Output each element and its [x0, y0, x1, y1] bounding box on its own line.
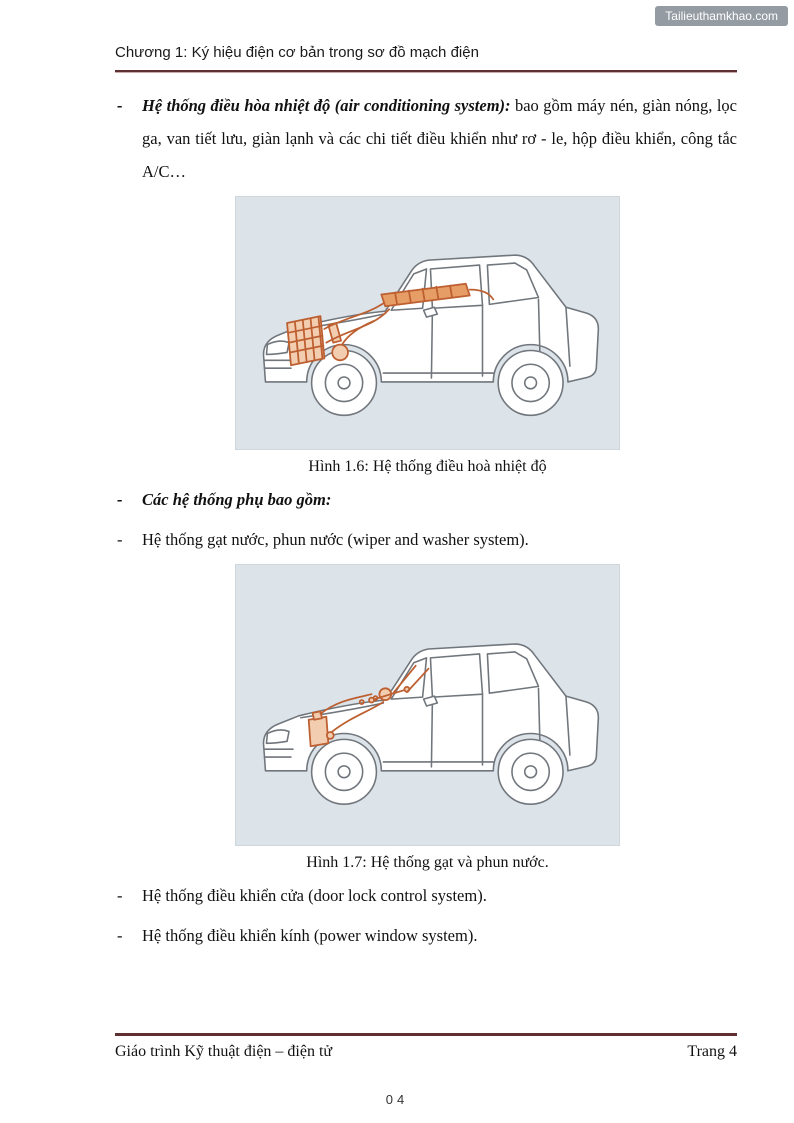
list-item-ac-system — [115, 89, 737, 188]
footer-book-title: Giáo trình Kỹ thuật điện – điện tử — [115, 1043, 333, 1060]
figure-ac-system — [235, 196, 620, 450]
list-item-door-lock — [115, 880, 737, 912]
watermark-link[interactable]: Tailieuthamkhao.com — [655, 6, 788, 26]
bullet-marker: - — [117, 530, 123, 549]
subsystems-heading-text: Các hệ thống phụ bao gồm: — [142, 490, 332, 509]
page-content — [115, 44, 737, 952]
footer-page-label: Trang 4 — [687, 1043, 737, 1060]
list-item-wiper — [115, 524, 737, 556]
list-item-power-window — [115, 920, 737, 952]
bullet-marker: - — [117, 886, 123, 905]
wiper-item-text: Hệ thống gạt nước, phun nước (wiper and washer system). — [142, 530, 529, 549]
window-item-text: Hệ thống điều khiển kính (power window system). — [142, 926, 478, 945]
chapter-header: Chương 1: Ký hiệu điện cơ bản trong sơ đồ mạch điện — [115, 44, 479, 61]
door-item-text: Hệ thống điều khiển cửa (door lock control system). — [142, 886, 487, 905]
list-item-subsystems — [115, 484, 737, 516]
car-illustration-wiper — [236, 565, 619, 845]
ac-system-text: bao gồm máy nén, giàn nóng, lọc ga, van tiết lưu, giàn lạnh và các chi tiết điều khiển như rơ - le, hộp điều khiển, công tắc A/C… — [142, 96, 737, 181]
figure-wiper-system — [235, 564, 620, 846]
header-rule — [115, 70, 737, 73]
page-footer — [115, 1033, 737, 1061]
bullet-marker: - — [117, 490, 123, 509]
figure1-caption: Hình 1.6: Hệ thống điều hoà nhiệt độ — [308, 458, 547, 475]
figure2-caption: Hình 1.7: Hệ thống gạt và phun nước. — [306, 854, 549, 871]
bullet-marker: - — [117, 926, 123, 945]
car-illustration-ac — [236, 197, 619, 449]
ac-system-lead: Hệ thống điều hòa nhiệt độ (air conditioning system): — [142, 96, 511, 115]
footer-rule — [115, 1033, 737, 1036]
bullet-marker: - — [117, 96, 123, 115]
pdf-page-number: 04 — [385, 1092, 409, 1107]
